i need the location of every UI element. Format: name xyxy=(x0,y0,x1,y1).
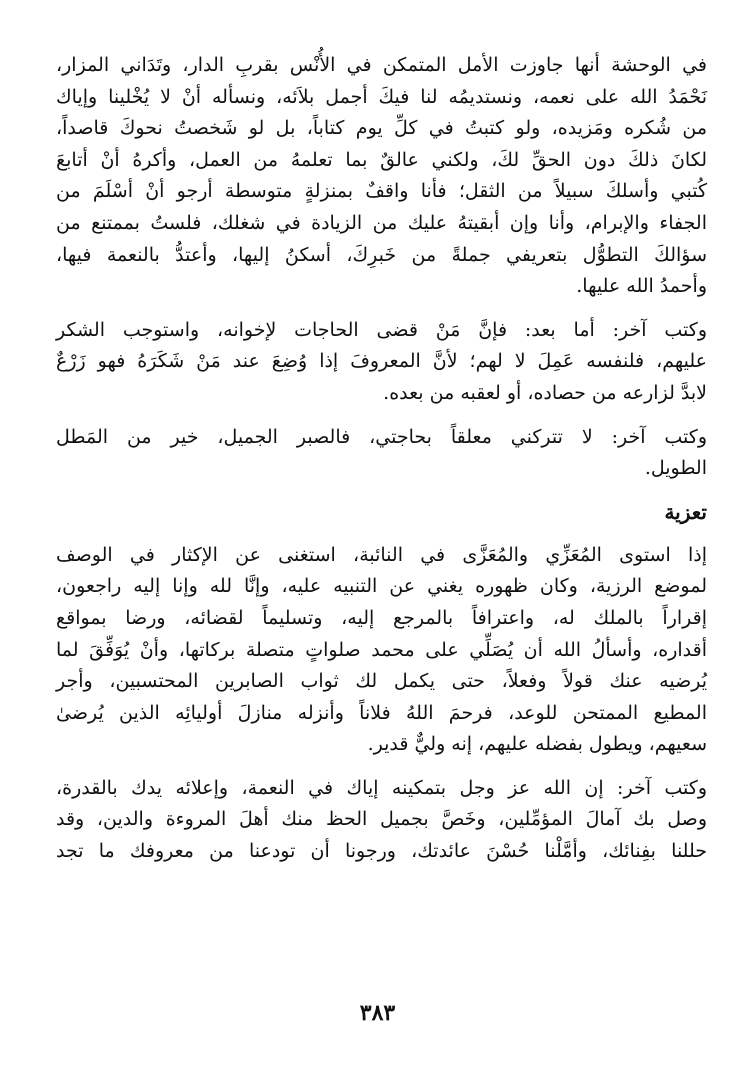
text-line: سعيهم، ويطول بفضله عليهم، إنه وليٌّ قدير. xyxy=(367,733,707,756)
text-line: كُتبي وأسلكَ سبيلاً من الثقل؛ فأنا واقفٌ بمنزلةٍ متوسطة أرجو أنْ أسْلَمَ من xyxy=(56,180,707,203)
page-number: ٣٨٣ xyxy=(359,1000,396,1026)
text-line: وأحمدُ الله عليها. xyxy=(576,275,707,298)
text-line: من شُكره ومَزيده، ولو كتبتُ في كلِّ يوم كتاباً، بل لو شَخصتُ نحوكَ قاصداً، xyxy=(56,117,707,140)
text-line: لكانَ ذلكَ دون الحقِّ لكَ، ولكني عالقٌ بما تعلمهُ من العمل، وأكرهُ أنْ أتابعَ xyxy=(56,148,707,171)
text-line: الطويل. xyxy=(644,457,707,480)
text-line: سؤالكَ التطوُّل بتعريفي جملةً من خَبرِكَ، أسكنُ إليها، وأعتدُّ بالنعمة فيها، xyxy=(56,243,707,266)
text-line: وكتب آخر: إن الله عز وجل بتمكينه إياك في النعمة، وإعلائه يدك بالقدرة، xyxy=(56,776,707,799)
text-line: المطيع الممتحن للوعد، فرحمَ اللهُ فلاناً وأنزله منازلَ أوليائِه الذين يُرضىٰ xyxy=(56,701,707,724)
text-line: لموضع الرزية، وكان ظهوره يغني عن التنبيه عليه، وإنَّا لله وإنا إليه راجعون، xyxy=(56,575,707,598)
page-body xyxy=(56,50,707,880)
section-heading: تعزية xyxy=(664,499,707,524)
text-line: نَحْمَدُ الله على نعمه، ونستديمُه لنا فيكَ أجمل بلاَئه، ونسأله أنْ لا يُخْلينا وإياك xyxy=(56,85,707,108)
paragraph-1 xyxy=(56,50,707,303)
text-line: أقداره، وأسألُ الله أن يُصَلِّي على محمد صلواتٍ متصلة بركاتها، وأنْ يُوَفِّقَ لما xyxy=(56,638,707,661)
text-line: إقراراً بالملك له، واعترافاً بالمرجع إليه، وتسليماً لقضائه، ورضا بمواقع xyxy=(56,606,707,629)
text-line: وكتب آخر: لا تتركني معلقاً بحاجتي، فالصبر الجميل، خير من المَطل xyxy=(56,425,707,448)
text-line: في الوحشة أنها جاوزت الأمل المتمكن في الأُنْس بقربِ الدار، وتَدَاني المزار، xyxy=(56,54,707,76)
text-line: لابدَّ لزارعه من حصاده، أو لعقبه من بعده. xyxy=(383,381,707,404)
text-line: وصل بك آمالَ المؤمِّلين، وخَصَّ بجميل الحظ منك أهلَ المروءة والدين، وقد xyxy=(56,808,707,831)
text-line: عليهم، فلنفسه عَمِلَ لا لهم؛ لأنَّ المعروفَ إذا وُضِعَ عند مَنْ شَكَرَهُ فهو زَرْعٌ xyxy=(56,350,707,373)
text-line: يُرضيه عنك قولاً وفعلاً، حتى يكمل لك ثواب الصابرين المحتسبين، وأجر xyxy=(56,670,707,693)
paragraph-3 xyxy=(56,422,707,485)
paragraph-5 xyxy=(56,773,707,868)
paragraph-2 xyxy=(56,315,707,410)
text-line: حللنا بفِنائك، وأمَّلْنا حُسْنَ عائدتك، ورجونا أن تودعنا من معروفك ما تجد xyxy=(56,840,707,863)
text-line: وكتب آخر: أما بعد: فإنَّ مَنْ قضى الحاجات لإخوانه، واستوجب الشكر xyxy=(56,318,707,341)
text-line: الجفاء والإبرام، وأنا وإن أبقيتهُ عليك من الزيادة في شغلك، فلستُ بممتنع من xyxy=(56,211,707,234)
paragraph-4 xyxy=(56,540,707,761)
text-line: إذا استوى المُعَزِّي والمُعَزَّى في النائبة، استغنى عن الإكثار في الوصف xyxy=(56,543,707,566)
